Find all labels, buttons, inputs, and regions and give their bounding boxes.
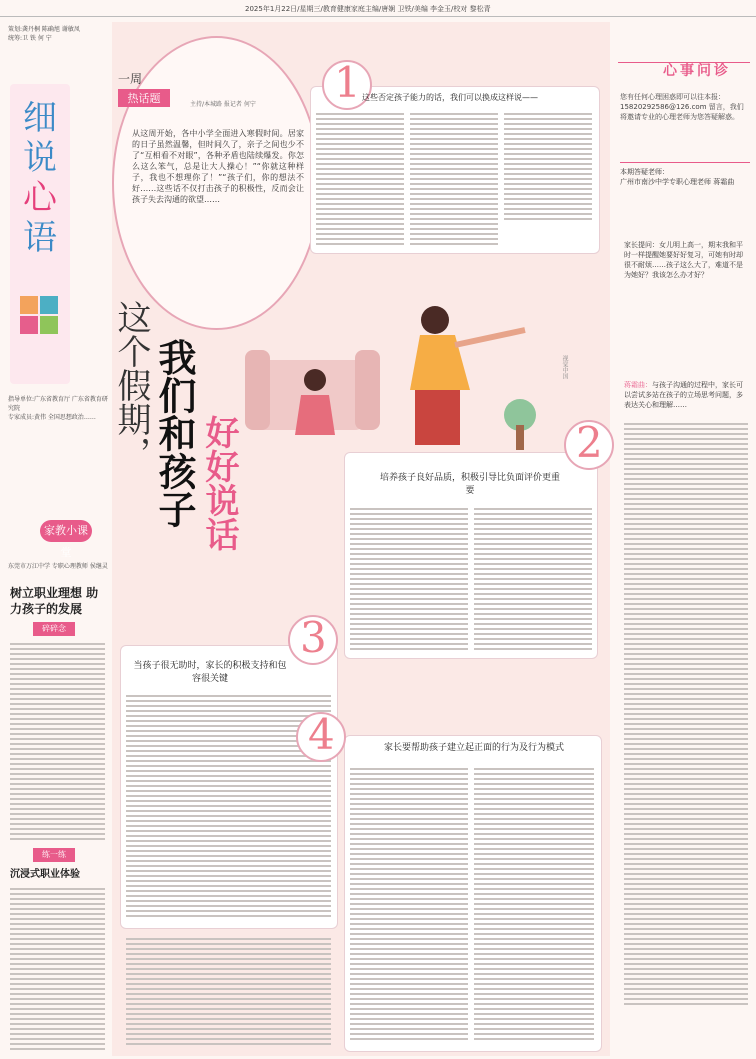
column-logo <box>10 84 70 384</box>
advice-answer-label: 蒋霜曲： <box>624 381 652 389</box>
left-section2-body <box>10 885 105 1050</box>
section-4-col1 <box>350 765 468 1045</box>
advice-title: 心事问诊 <box>663 63 731 79</box>
section-2-badge <box>564 420 614 470</box>
left-author: 东莞市万江中学 专职心理教师 侯继灵 <box>8 563 108 570</box>
column-title-char: 心 <box>23 178 57 218</box>
header-rule <box>0 16 756 17</box>
section-1-col1 <box>316 110 404 246</box>
puzzle-icon <box>18 294 62 338</box>
column-title-char: 说 <box>23 138 57 178</box>
column-guide-unit: 指导单位:广东省教育厅 广东省教育研究院 <box>8 396 108 412</box>
column-title <box>10 98 70 258</box>
section-3-heading: 当孩子很无助时，家长的积极支持和包容很关键 <box>133 661 287 684</box>
family-illustration <box>235 270 565 460</box>
section-2-number: 2 <box>576 418 603 467</box>
title-main: 我们和孩子 <box>152 338 197 528</box>
weekly-host: 主持/本城路 报记者 何宁 <box>190 101 256 108</box>
left-section2: 练一练 <box>33 848 75 862</box>
section-1-col2 <box>410 110 498 246</box>
advice-question: 家长提问：女儿明上高一，期末我和平时一样提醒她要好好复习，可她有时却很不耐烦……孩子这么大了，难道不是为她好？我该怎么办才好？ <box>624 241 743 279</box>
credits <box>8 25 108 43</box>
column-title-char: 语 <box>23 218 57 258</box>
section-2-col1 <box>350 505 468 651</box>
section-3-number: 3 <box>300 613 327 662</box>
section-1-heading: 这些否定孩子能力的话，我们可以换成这样说—— <box>362 93 538 102</box>
section-4-col2 <box>474 765 594 1045</box>
advice-info: 您有任何心理困惑即可以往本报：15820292586@126.com 留言，我们将邀请专业的心理老师为您答疑解惑。 <box>620 93 744 121</box>
column-title-char: 细 <box>23 98 57 138</box>
header-date: 2025年1月22日/星期三/教育健康家庭主编/唐娴 卫铁/美编 李金玉/校对 黎松青 <box>245 5 491 13</box>
title-highlight: 好好说话 <box>199 415 239 551</box>
badge-label: 家教小课堂 <box>40 520 92 542</box>
section-1-number: 1 <box>334 58 361 107</box>
section-3-badge <box>288 615 338 665</box>
title-vertical: 这个假期， <box>111 300 151 470</box>
advice-answer-text: 与孩子沟通的过程中，家长可以尝试多站在孩子的立场思考问题，多表达关心和理解…… <box>624 381 743 409</box>
advice-answer <box>624 380 748 410</box>
advice-expert-name: 广州市南沙中学专职心理老师 蒋霜曲 <box>620 178 735 186</box>
left-section2-title: 沉浸式职业体验 <box>10 869 80 880</box>
weekly-label <box>118 70 178 107</box>
left-article-title: 树立职业理想 助力孩子的发展 <box>10 586 99 616</box>
advice-expert-label: 本期答疑老师： <box>620 168 669 176</box>
section-4-heading: 家长要帮助孩子建立起正面的行为及行为模式 <box>383 743 564 753</box>
column-guide <box>8 395 108 422</box>
credits-planner: 策划:龚丹桐 陈确旭 谢敏凤 <box>8 26 80 33</box>
left-section1: 碎碎念 <box>33 622 75 636</box>
page-header <box>0 0 756 18</box>
section-2-heading: 培养孩子良好品质，积极引导比负面评价更重要 <box>380 473 560 496</box>
section-2-col2 <box>474 505 592 651</box>
family-class-badge <box>20 520 100 560</box>
section-3-extra <box>126 935 331 1050</box>
credits-coordinator: 统筹:卫 铁 何 宁 <box>8 35 52 42</box>
advice-expert <box>620 162 750 207</box>
advice-answer-body <box>624 420 748 1050</box>
section-1-col3 <box>504 110 592 246</box>
section-4-number: 4 <box>308 710 335 759</box>
weekly-tag: 热话题 <box>118 89 170 107</box>
column-support: 专家成员:黄伟 全国思想政治…… <box>8 414 96 421</box>
photo-credit: 视觉中国 <box>561 355 568 379</box>
left-article-body <box>10 640 105 840</box>
weekly-word: 一周 <box>118 72 143 86</box>
section-4-badge <box>296 712 346 762</box>
weekly-intro: 从这周开始，各中小学全面进入寒假时间。居家的日子虽然温馨，但时间久了，亲子之间也少不了“互相看不对眼”，各种矛盾也陆续爆发。你怎么这么笨气，总是让大人操心！”“你就这种样子，我也不想理你了！”“孩子们，你的想法不好……这些话不仅打击孩子的积极性，反而会让孩子失去沟通的欲望…… <box>132 129 304 204</box>
